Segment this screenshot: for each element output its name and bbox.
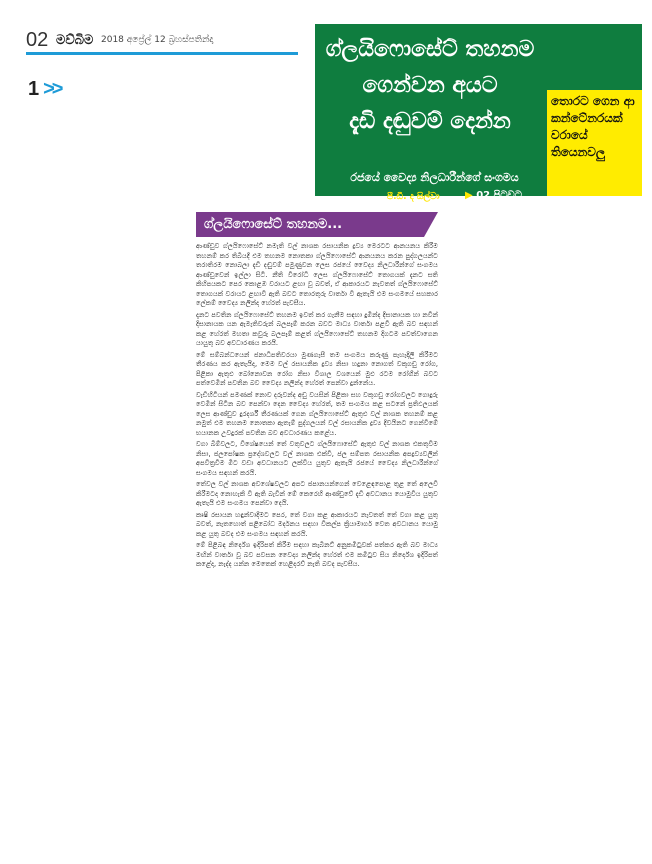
hero-subtitle: රජයේ වෛද්‍ය නිලධාරීන්ගේ සංගමය bbox=[350, 171, 519, 184]
hero-title-line: ගෙන්වන අයට bbox=[362, 73, 498, 98]
hero-title-line: දැඩි දඬුවම් දෙන්න bbox=[349, 109, 511, 134]
hero-byline: පී.ඩී. ද සිල්වා bbox=[387, 192, 440, 202]
article-paragraph: කෘෂි රසායන හඳුන්වාදීමට පෙර, තේ වගා කළ ආකාරයට නැවතත් තේ වගා කළ යුතු බවත්, නැතහොත් පළිබෝධ මර්දනය සඳහා විකල්ප ක්‍රියාමාර්ග වෙත අවධානය යොමු කළ යුතු බවද එම සංගමය සඳහන් කරයි. bbox=[196, 510, 438, 538]
hero-side-text: තොරට ගෙන ආ කන්ටේනරයක් වරායේ තියෙනවලු bbox=[551, 94, 635, 159]
page-number: 02 bbox=[26, 29, 49, 51]
article-banner bbox=[196, 212, 438, 237]
hero-title bbox=[315, 32, 545, 140]
paper-name: මව්බිම bbox=[56, 33, 94, 48]
masthead bbox=[26, 27, 298, 57]
hero-side-box bbox=[547, 90, 642, 196]
article-paragraph: තේවල වල් නාශක අවශේෂවලට අපට ජපානයන්ගෙන් වෙළෙඳපොළ තුළ තේ අලෙවි කිරීමටද නොහැකි වී ඇති බැවින් මේ කෙරෙහි ආණ්ඩුවේ දැඩි අවධානය යොමුවිය යුතුව ඇතැයි එම සංගමය පෙන්වා දෙයි. bbox=[196, 480, 438, 507]
article-paragraph: වැඩිහිටියන් පමණක් නොව දරුවන්ද අඩු වයසින් පිළිකා සහ වකුගඩු රෝගවලට ගොදුරු වෙමින් සිටින බව පෙන්වා දෙන වෛද්‍ය හේරත්, තම සංගමය කළ සටනේ ප්‍රතිඵලයක් ලෙස ආණ්ඩුව දුරදර්ශී තීරණයක් ගෙන ග්ලයිෆොසේට් ඇතුළු වල් නාශක තහනම් කළ නමුත් එම තහනම නොතකා ඇතැම් පුද්ගලයන් වල් රසායනික ද්‍රව්‍ය දිවයිනට ගෙන්වීමේ භයානක උවදුරක් පවතින බව අවධාරණය කළේය. bbox=[196, 390, 438, 437]
hero-title-line: ග්ලයිෆොසේට් තහනම bbox=[325, 37, 535, 62]
article-banner-title: ග්ලයිෆොසේට් තහනම... bbox=[204, 217, 343, 232]
triangle-right-icon: ▶ bbox=[465, 190, 473, 201]
publication-date: 2018 අප්‍රේල් 12 බ්‍රහස්පතින්දා bbox=[101, 35, 214, 45]
article-paragraph: ආණ්ඩුව ග්ලයිෆොසේට් නමැති වල් නාශක රසායනික ද්‍රව්‍ය මෙරටට ආනයනය කිරීම තහනම් කර තිබියදී එම තහනම නොතකා ග්ලයිෆොසේට් ආනයනය කරන පුද්ගලයන්ට තරාතිරම නොබලා දැඩි දඬුවම් පමුණුවන ලෙස රජයේ වෛද්‍ය නිලධාරීන්ගේ සංගමය ආණ්ඩුවෙන් ඉල්ලා සිටී. නීති විරෝධී ලෙස ග්ලයිෆොසේට් තොගයක් දැනට සති කිහිපයකට පෙර කොළඹ වරායට ළඟා වූ බවත්, ඒ ආකාරයට නැවතත් ග්ලයිෆොසේට් තොගයක් වරායට ළඟාවී ඇති බවට තොරතුරු වාර්තා වී ඇතැයි එම සංගමයේ සහකාර ලේකම් වෛද්‍ය නලින්ද හේරත් පැවසීය. bbox=[196, 242, 438, 307]
article-paragraph: මේ සම්බන්ධයෙන් ජනාධිපතිවරයා මුණගැසී තම සංගමය කරුණු පැහැදිලි කිරීමට තීරණය කර ඇතැයිද, මෙම වල් රසායනික ද්‍රව්‍ය නිසා හදුනා නොගත් වකුගඩු රෝග, පිළිකා ඇතුළු බෝනොවන රෝග නිසා විශාල වශයෙන් මුළු රටම රෝගීන් බවට පත්වෙමින් පවතින බව වෛද්‍ය නලින්ද හේරත් පෙන්වා දුන්නේය. bbox=[196, 350, 438, 387]
jump-label: 02 පිටුවට bbox=[476, 190, 522, 201]
banner-corner-shape bbox=[424, 212, 438, 237]
hero-jump-link[interactable] bbox=[465, 190, 522, 201]
article-paragraph: මේ පිළිබඳ නිර්දේශ ඉදිරිපත් කිරීම සඳහා කැබිනට් අනුකමිටුවක් පත්කර ඇති බව මාධ්‍ය මඟින් වාර්තා වූ බව පවසන වෛද්‍ය නලින්ද හේරත් එම කමිටුව සිය නිර්දේශ ඉදිරිපත් කළේද, නැද්ද යන්න මෙතෙක් හෙළිදරව් නැති බවද පැවසීය. bbox=[196, 541, 438, 568]
article-paragraph: දැනට පවතින ග්ලයිෆොසේට් තහනම ඉවත් කර ගැනීම සඳහා දුමින්ද දිසානායක හා නවීන් දිසානායක යන ඇමැතිවරුන් බලපෑම් කරන බවට මාධ්‍ය වාර්තා පළවී ඇති බව සඳහන් කළ හේරත් මහතා කවුරු බලපෑම් කළත් ග්ලයිෆොසේට් තහනම දිගටම පවත්වාගෙන යායුතු බව අවධාරණය කරයි. bbox=[196, 310, 438, 347]
section-number: 1 bbox=[28, 78, 40, 100]
section-marker bbox=[28, 78, 60, 101]
masthead-rule bbox=[26, 52, 298, 55]
article-paragraph: වගා බිම්වලට, විශේෂයෙන් තේ වතුවලට ග්ලයිෆොසේට් ඇතුළු වල් නාශක එකතුවීම නිසා, ජලපෝෂක ප්‍රදේශවලට වල් නාශක එක්වී, ජල සම්පත රසායනික අපද්‍රව්‍යවලින් අපවිත්‍රවීම මීට වඩා අවධානයට ලක්විය යුතුව ඇතැයි රජයේ වෛද්‍ය නිලධාරීන්ගේ සංගමය සඳහන් කරයි. bbox=[196, 440, 438, 477]
article-body bbox=[196, 242, 438, 572]
section-arrows-icon: >> bbox=[43, 78, 61, 100]
hero-headline-box bbox=[315, 24, 642, 202]
